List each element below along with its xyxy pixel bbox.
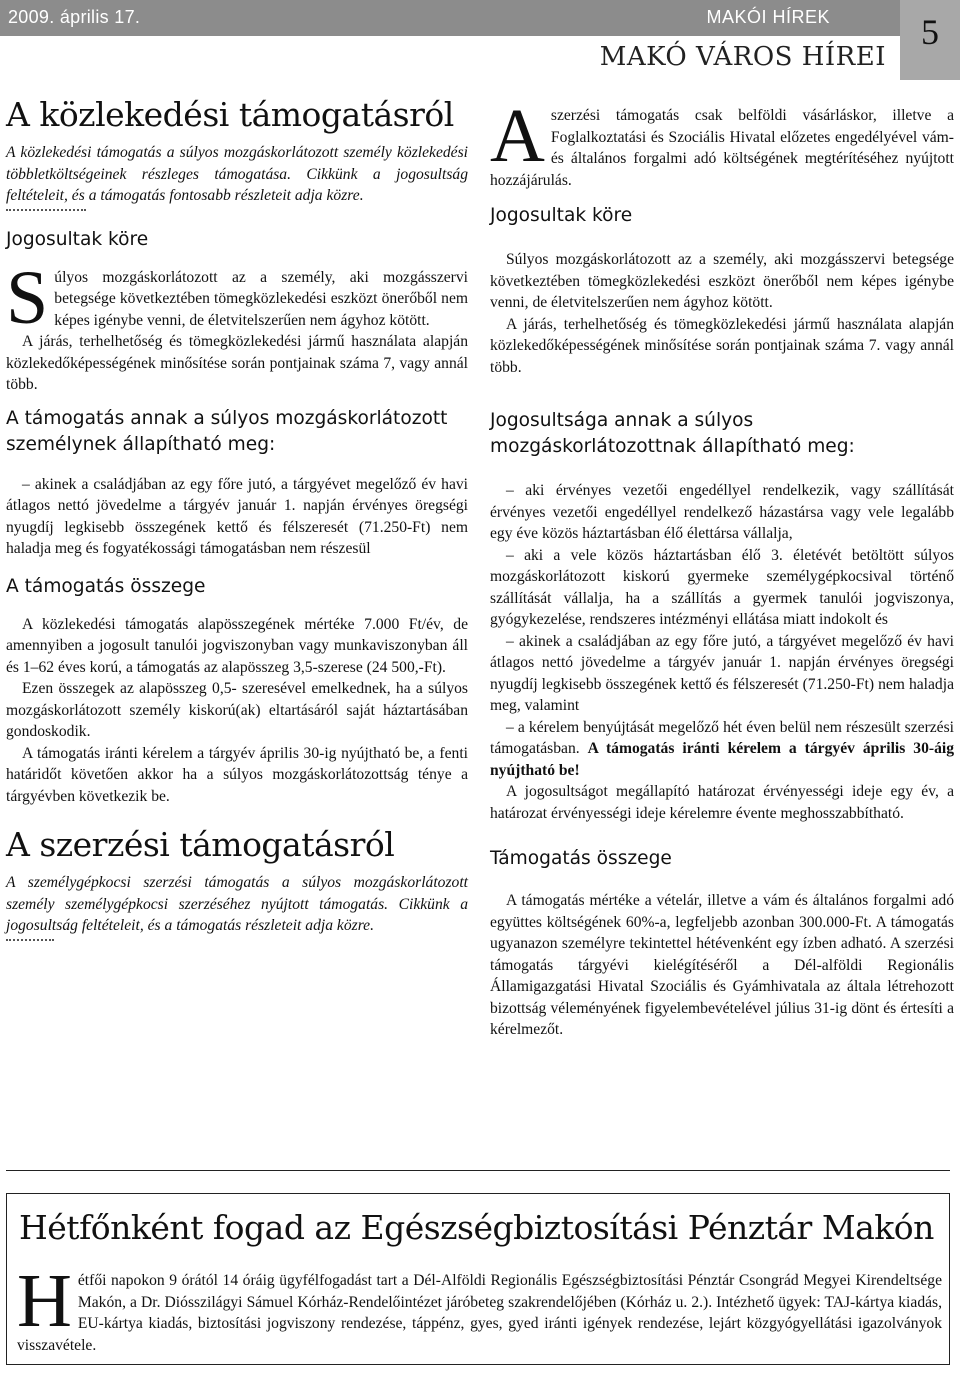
article-title: A szerzési támogatásról xyxy=(6,825,395,864)
paragraph-text: szerzési támogatás csak belföldi vásárláskor, illetve a Foglalkoztatási és Szociális Hivatal előzetes engedélyével vám- és általános forgalmi adó költségének megtérítéséhez nyújtott hozzájárulás. xyxy=(490,107,954,189)
section-heading: Jogosultsága annak a súlyos mozgáskorlátozottnak állapítható meg: xyxy=(490,410,855,457)
article-title: A közlekedési támogatásról xyxy=(6,95,454,134)
section-name: MAKÓI HÍREK xyxy=(706,7,830,27)
notice-title: Hétfőnként fogad az Egészségbiztosítási Pénztár Makón xyxy=(19,1208,934,1247)
drop-cap: H xyxy=(17,1259,72,1343)
divider-line xyxy=(6,1170,950,1171)
paragraph: A támogatás iránti kérelem a tárgyév április 30-ig nyújtható be, a fenti határidőt követően akkor ha a súlyos mozgáskorlátozottság ténye a tárgyévben következik be. xyxy=(6,744,468,805)
header-bar xyxy=(0,0,900,36)
paragraph: A közlekedési támogatás alapösszegének mértéke 7.000 Ft/év, de amennyiben a jogosult tanulói jogviszonyban vagy munkaviszonyban áll és 1–62 éves korú, a támogatás az alapösszeg 3,5-szerese (24 500,-Ft). xyxy=(6,615,468,676)
paragraph xyxy=(6,255,468,340)
section-heading: Jogosultak köre xyxy=(490,205,633,226)
page-number: 5 xyxy=(900,0,960,80)
article-lead: A személygépkocsi szerzési támogatás a súlyos mozgáskorlátozott személy személygépkocsi szerzéséhez nyújtott támogatás. Cikkünk a jogosultság feltételeit, és a támogatás részleteit adja közre. xyxy=(6,874,468,934)
notice-text: étfői napokon 9 órától 14 óráig ügyfélfogadást tart a Dél-Alföldi Regionális Egészségbiztosítási Pénztár Csongrád Megyei Kirendeltsége Makón, a Dr. Diósszilágyi Sámuel Kórház-Rendelőintézet járóbeteg szakrendelőjében (Kórház u. 2.). Intézhető ügyek: TAJ-kártya kiadás, EU-kártya kiadás, biztosítási jogviszony rendezése, táppénz, gyes, gyed iránti igények rendezése, lejárt közgyógyellátási igazolványok visszavétele. xyxy=(17,1272,942,1354)
paragraph: A támogatás mértéke a vételár, illetve a vám és általános forgalmi adó együttes költségének 60%-a, legfeljebb azonban 300.000-Ft. A támogatás ugyanazon személyre tekintettel hétévenként egy ízben adható. A szerzési támogatás tárgyévi kielégítéséről a Dél-alföldi Regionális Államigazgatási Hivatal Szociális és Gyámhivatala az általa létrehozott bizottság véleményének figyelembevételével július 31-ig dönt és értesíti a kérelmezőt. xyxy=(490,892,954,1038)
paragraph: – akinek a családjában az egy főre jutó, a tárgyévet megelőző év havi átlagos nettó jövedelme a tárgyév január 1. napján érvényes öregségi nyugdíj legkisebb összegének kettő és félszeresét (71.250-Ft) nem haladja meg, valamint xyxy=(490,632,954,714)
section-heading: Támogatás összege xyxy=(490,848,672,869)
section-heading: Jogosultak köre xyxy=(6,228,149,250)
paragraph: – aki érvényes vezetői engedéllyel rendelkezik, vagy szállítását érvényes vezetői engedéllyel rendelkező házastársa vagy vele legalább egy éve közös háztartásban élő élettársa vállalja, xyxy=(490,482,954,542)
paragraph: – akinek a családjában az egy főre jutó, a tárgyévet megelőző év havi átlagos nettó jövedelme a tárgyév január 1. napján érvényes öregségi nyugdíj legkisebb összegének kettő és félszeresét (71.250-Ft) nem haladja meg és fogyatékossági támogatásban nem részesül xyxy=(6,475,468,557)
dotted-divider xyxy=(6,937,54,941)
paragraph: A járás, terhelhetőség és tömegközlekedési jármű használata alapján közlekedőképességének minősítése során pontjainak száma 7. vagy annál több. xyxy=(490,315,954,376)
drop-cap: A xyxy=(490,94,545,178)
paragraph xyxy=(490,94,954,191)
left-column xyxy=(6,95,468,941)
deadline-emphasis: A támogatás iránti kérelem a tárgyév április 30-áig nyújtható be! xyxy=(490,740,954,779)
paragraph: Ezen összegek az alapösszeg 0,5- szeresével emelkednek, ha a súlyos mozgáskorlátozott személy kiskorú(ak) eltartásáról saját háztartásában gondoskodik. xyxy=(6,680,468,740)
section-heading: A támogatás összege xyxy=(6,575,206,597)
paragraph: Súlyos mozgáskorlátozott az a személy, aki mozgásszervi betegsége következtében tömegközlekedési eszközt önerőből nem képes igénybe venni, de életvitelszerűen nem ágyhoz kötött. xyxy=(490,251,954,311)
section-heading: A támogatás annak a súlyos mozgáskorlátozott személynek állapítható meg: xyxy=(6,407,448,455)
paragraph: – aki a vele közös háztartásban élő 3. életévét betöltött súlyos mozgáskorlátozott kiskorú gyermeke személygépkocsival történő szállítását vállalja, ha a szállítás a gyermek tanulói jogviszonya, gyógykezelése, rendszeres intézményi ellátása miatt indokolt és xyxy=(490,546,954,628)
paragraph: A jogosultságot megállapító határozat érvényességi ideje egy év, a határozat érvényességi ideje kérelemre évente meghosszabbítható. xyxy=(490,783,954,822)
issue-date: 2009. április 17. xyxy=(8,7,141,27)
paragraph xyxy=(490,717,954,782)
notice-box xyxy=(6,1193,950,1365)
paragraph-text: úlyos mozgáskorlátozott az a személy, aki mozgásszervi betegsége következtében tömegközlekedési eszközt önerőből nem képes igénybe venni, de életvitelszerűen nem ágyhoz kötött. xyxy=(54,268,468,329)
drop-cap: S xyxy=(6,255,49,340)
dotted-divider xyxy=(6,207,86,211)
article-lead: A közlekedési támogatás a súlyos mozgáskorlátozott személy közlekedési többletköltségeinek részleges támogatása. Cikkünk a jogosultság feltételeit, és a támogatás fontosabb részleteit adja közre. xyxy=(6,144,468,204)
notice-text-block xyxy=(17,1259,942,1356)
paragraph-text: – a kérelem benyújtását megelőző hét éven belül nem részesült szerzési támogatásban. xyxy=(490,718,954,757)
paragraph: A járás, terhelhetőség és tömegközlekedési jármű használata alapján közlekedőképességének minősítése során pontjainak száma 7, vagy annál több. xyxy=(6,333,468,393)
masthead: MAKÓ VÁROS HÍREI xyxy=(599,42,886,72)
right-column xyxy=(490,95,954,1041)
